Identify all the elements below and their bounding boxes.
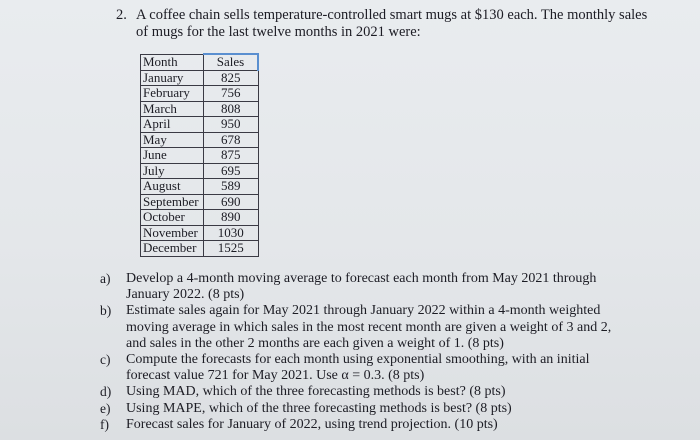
- sales-cell: 695: [204, 163, 259, 179]
- month-cell: July: [141, 163, 204, 179]
- month-cell: March: [141, 101, 204, 117]
- part-label: d): [100, 384, 112, 400]
- table-row: [141, 194, 259, 210]
- part-f: [100, 417, 611, 433]
- table-row: [141, 241, 259, 257]
- header-sales: Sales: [204, 54, 259, 70]
- sales-cell: 756: [204, 86, 259, 102]
- part-text: January 2022. (8 pts): [126, 287, 245, 303]
- table-row: [141, 148, 259, 164]
- part-label: e): [100, 400, 111, 416]
- sales-cell: 875: [204, 148, 259, 164]
- month-cell: January: [141, 70, 204, 86]
- question-stem-line-2: of mugs for the last twelve months in 2021 were:: [136, 24, 421, 40]
- sales-table: [140, 53, 259, 257]
- month-cell: April: [141, 117, 204, 133]
- month-cell: August: [141, 179, 204, 195]
- table-row: [141, 86, 259, 102]
- sales-cell: 808: [204, 101, 259, 117]
- table-row: [141, 117, 259, 133]
- table-header-row: [141, 54, 259, 70]
- table-row: [141, 179, 259, 195]
- table-row: [141, 132, 259, 148]
- part-text: Estimate sales again for May 2021 through January 2022 within a 4-month weighted: [126, 303, 601, 319]
- part-label: a): [100, 271, 111, 286]
- month-cell: September: [141, 194, 204, 210]
- question-parts: [100, 271, 611, 433]
- part-label: f): [100, 416, 109, 432]
- part-text: forecast value 721 for May 2021. Use α = 0.3. (8 pts): [126, 368, 425, 384]
- sales-cell: 1525: [204, 241, 259, 257]
- sales-cell: 589: [204, 179, 259, 195]
- part-e: [100, 401, 611, 417]
- part-b: [100, 303, 611, 352]
- month-cell: May: [141, 132, 204, 148]
- part-d: [100, 384, 611, 400]
- part-text: Forecast sales for January of 2022, using trend projection. (10 pts): [126, 416, 498, 432]
- table-row: [141, 101, 259, 117]
- question-number: 2.: [116, 7, 127, 23]
- month-cell: February: [141, 86, 204, 102]
- table-row: [141, 70, 259, 86]
- part-c: [100, 352, 611, 384]
- month-cell: December: [141, 241, 204, 257]
- month-cell: June: [141, 148, 204, 164]
- part-text: Develop a 4-month moving average to forecast each month from May 2021 through: [126, 271, 597, 286]
- part-a: [100, 271, 611, 303]
- part-label: c): [100, 352, 111, 368]
- table-row: [141, 210, 259, 226]
- table-row: [141, 225, 259, 241]
- part-text: Compute the forecasts for each month using exponential smoothing, with an initial: [126, 352, 590, 368]
- header-month: Month: [141, 54, 204, 70]
- sales-cell: 1030: [204, 225, 259, 241]
- month-cell: October: [141, 210, 204, 226]
- sales-cell: 690: [204, 194, 259, 210]
- sales-cell: 678: [204, 132, 259, 148]
- part-text: and sales in the other 2 months are each given a weight of 1. (8 pts): [126, 335, 504, 351]
- part-text: Using MAPE, which of the three forecasting methods is best? (8 pts): [126, 400, 512, 416]
- month-cell: November: [141, 225, 204, 241]
- part-text: moving average in which sales in the most recent month are given a weight of 3 and 2,: [126, 319, 612, 335]
- part-label: b): [100, 303, 112, 319]
- question-stem-line-1: A coffee chain sells temperature-controlled smart mugs at $130 each. The monthly sales: [136, 7, 648, 23]
- sales-cell: 890: [204, 210, 259, 226]
- part-text: Using MAD, which of the three forecasting methods is best? (8 pts): [126, 384, 506, 400]
- sales-cell: 950: [204, 117, 259, 133]
- table-row: [141, 163, 259, 179]
- sales-cell: 825: [204, 70, 259, 86]
